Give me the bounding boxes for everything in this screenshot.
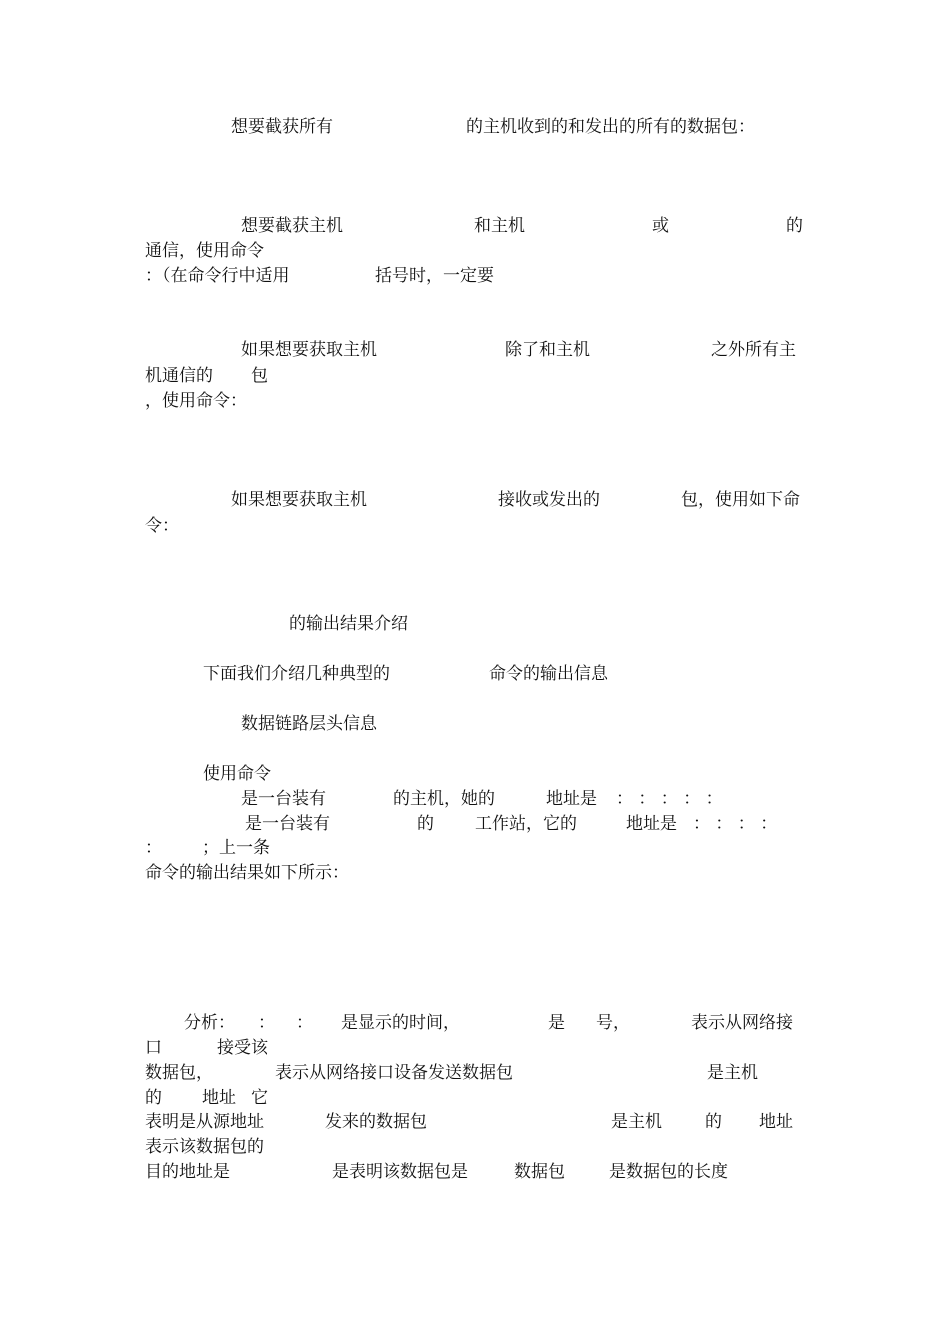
intro-text-1: 下面我们介绍几种典型的: [203, 664, 390, 684]
p3-text-3: 之外所有主: [711, 340, 796, 360]
analysis-text-6: 号，: [596, 1013, 630, 1033]
p4-text-2: 接收或发出的: [498, 490, 600, 510]
usage-line-3-c: 工作站，它的: [475, 814, 577, 834]
analysis-line-2-b: 接受该: [217, 1038, 268, 1058]
analysis-text-2: ：: [258, 1013, 275, 1033]
p3-line-2-b: 包: [251, 366, 268, 386]
analysis-line-5-d: 的: [705, 1112, 722, 1132]
usage-line-4-b: ；上一条: [202, 838, 270, 858]
analysis-line-3-b: 表示从网络接口设备发送数据包: [275, 1063, 513, 1083]
analysis-line-5-e: 地址: [759, 1112, 793, 1132]
usage-line-1: 使用命令: [203, 764, 271, 784]
analysis-text-7: 表示从网络接: [691, 1013, 793, 1033]
p2-text-1: 想要截获主机: [241, 216, 343, 236]
intro-text-2: 命令的输出信息: [489, 664, 608, 684]
analysis-line-5-c: 是主机: [611, 1112, 662, 1132]
p2-line-3-tail: 括号时，一定要: [375, 266, 494, 286]
analysis-line-2-a: 口: [145, 1038, 162, 1058]
usage-line-2-c: 地址是: [546, 789, 597, 809]
analysis-line-7-c: 数据包: [514, 1162, 565, 1182]
p3-text-1: 如果想要获取主机: [241, 340, 377, 360]
usage-line-3-d: 地址是: [626, 814, 677, 834]
subheading: 数据链路层头信息: [241, 714, 377, 734]
p2-text-4: 的: [786, 216, 803, 236]
p4-text-1: 如果想要获取主机: [231, 490, 367, 510]
usage-line-3-a: 是一台装有: [245, 814, 330, 834]
p3-text-2: 除了和主机: [505, 340, 590, 360]
usage-line-4-a: ：: [145, 838, 162, 858]
analysis-line-3-a: 数据包，: [145, 1063, 213, 1083]
usage-line-5: 命令的输出结果如下所示：: [145, 863, 349, 883]
p4-text-3: 包，使用如下命: [681, 490, 800, 510]
analysis-text-5: 是: [548, 1013, 565, 1033]
analysis-line-5-b: 发来的数据包: [325, 1112, 427, 1132]
p3-line-3: ，使用命令：: [145, 391, 247, 411]
analysis-line-4-c: 它: [251, 1088, 268, 1108]
analysis-text-3: ：: [296, 1013, 313, 1033]
analysis-line-3-c: 是主机: [707, 1063, 758, 1083]
analysis-text-4: 是显示的时间，: [341, 1013, 460, 1033]
usage-line-2-colons: ： ： ： ： ：: [616, 789, 723, 809]
analysis-line-5-a: 表明是从源地址: [145, 1112, 264, 1132]
p2-line-3-lead: ：（在命令行中适用: [145, 266, 290, 286]
analysis-line-7-b: 是表明该数据包是: [332, 1162, 468, 1182]
p1-text-1: 想要截获所有: [231, 117, 333, 137]
usage-line-2-b: 的主机，她的: [393, 789, 495, 809]
usage-line-3-b: 的: [417, 814, 434, 834]
analysis-line-4-a: 的: [145, 1088, 162, 1108]
p2-text-3: 或: [652, 216, 669, 236]
analysis-line-7-d: 是数据包的长度: [609, 1162, 728, 1182]
analysis-line-6: 表示该数据包的: [145, 1137, 264, 1157]
p2-text-2: 和主机: [474, 216, 525, 236]
p1-text-2: 的主机收到的和发出的所有的数据包：: [466, 117, 755, 137]
usage-line-3-colons: ： ： ： ：: [693, 814, 778, 834]
p4-line-2: 令：: [145, 516, 179, 536]
usage-line-2-a: 是一台装有: [241, 789, 326, 809]
p2-line-2: 通信，使用命令: [145, 241, 264, 261]
p3-line-2-a: 机通信的: [145, 366, 213, 386]
analysis-line-4-b: 地址: [202, 1088, 236, 1108]
analysis-text-1: 分析：: [184, 1013, 235, 1033]
section-heading: 的输出结果介绍: [289, 614, 408, 634]
analysis-line-7-a: 目的地址是: [145, 1162, 230, 1182]
